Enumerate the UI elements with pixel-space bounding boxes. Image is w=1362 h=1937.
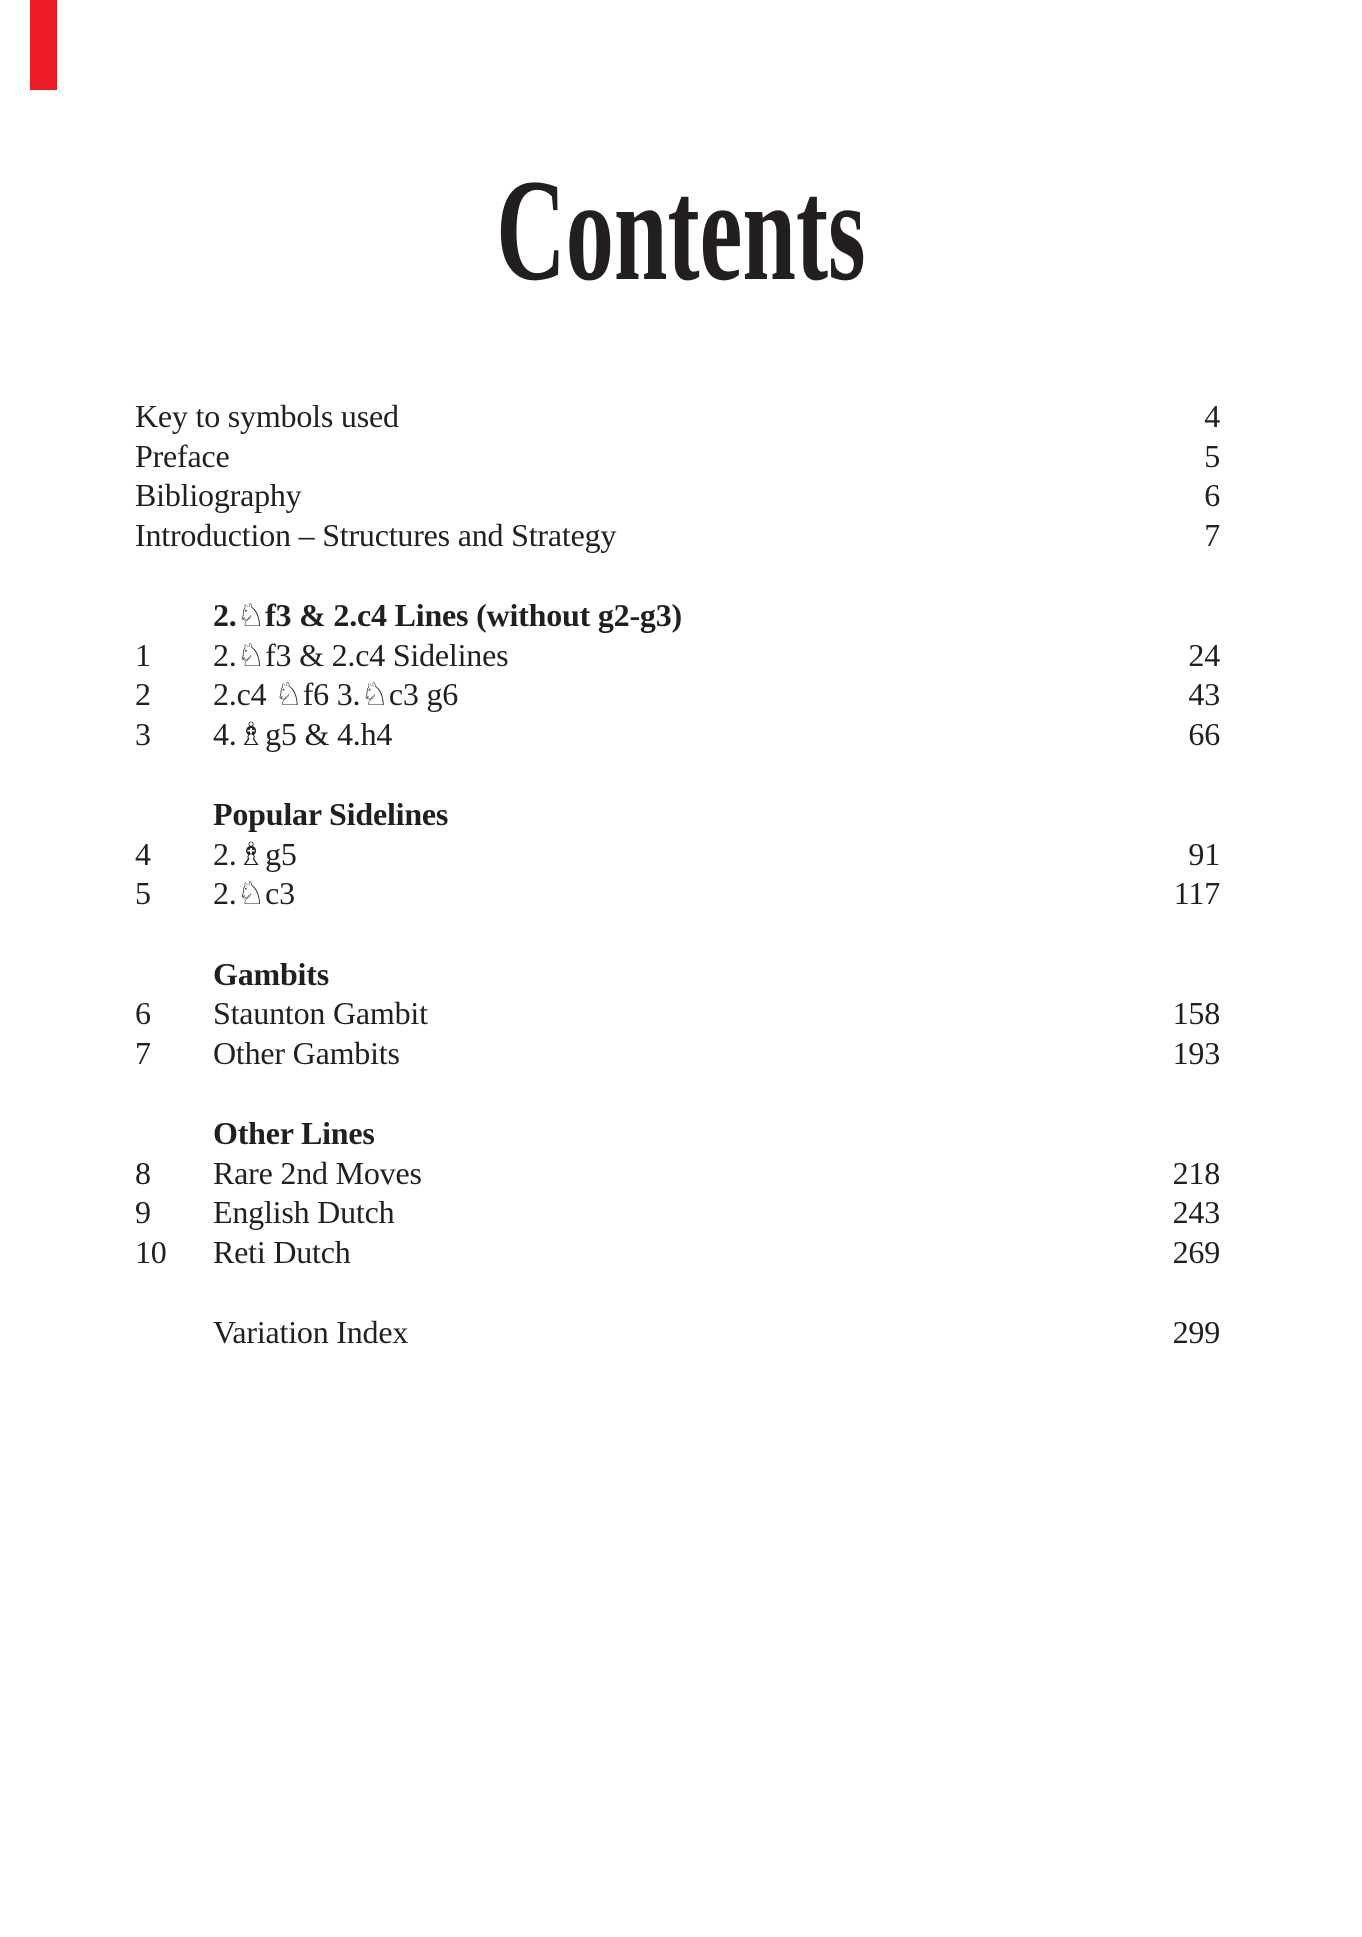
- page-title-text: Contents: [496, 149, 866, 311]
- entry-title: Key to symbols used: [135, 398, 399, 434]
- entry-page-number: 43: [1188, 676, 1220, 712]
- chapter-number: 4: [135, 835, 151, 872]
- entry-page-number: 218: [1172, 1154, 1220, 1191]
- entry-title: Reti Dutch: [213, 1233, 351, 1270]
- chapter-number: 1: [135, 636, 151, 673]
- chapter-number: 9: [135, 1194, 151, 1230]
- entry-title: 2.c4 ♘f6 3.♘c3 g6: [213, 676, 459, 712]
- toc-entry: [135, 397, 1220, 437]
- toc-entry: [135, 1154, 1220, 1194]
- toc-entry: [135, 1193, 1220, 1233]
- section-heading: Popular Sidelines: [213, 796, 449, 832]
- section-heading-row: [135, 596, 1220, 636]
- section-heading: 2.♘f3 & 2.c4 Lines (without g2-g3): [213, 597, 682, 633]
- entry-title: 4.♗g5 & 4.h4: [213, 715, 393, 752]
- toc-entry: [135, 1233, 1220, 1273]
- corner-mark: [30, 0, 57, 90]
- front-matter-list: [135, 397, 1220, 555]
- toc-entry: [135, 715, 1220, 755]
- section-heading: Other Lines: [213, 1115, 375, 1151]
- toc-entry: [135, 437, 1220, 477]
- toc-entry: [135, 874, 1220, 914]
- toc-entry: [135, 675, 1220, 715]
- entry-title: English Dutch: [213, 1194, 395, 1230]
- entry-page-number: 4: [1204, 398, 1220, 434]
- toc-entry: [135, 835, 1220, 875]
- entry-page-number: 66: [1188, 715, 1220, 752]
- toc-entry: [135, 1034, 1220, 1074]
- chapter-number: 2: [135, 676, 151, 712]
- entry-page-number: 243: [1172, 1194, 1220, 1230]
- entry-page-number: 24: [1188, 636, 1220, 673]
- entry-title: Introduction – Structures and Strategy: [135, 516, 617, 553]
- entry-page-number: 6: [1204, 477, 1220, 513]
- chapter-number: 10: [135, 1233, 167, 1270]
- section-heading: Gambits: [213, 955, 329, 992]
- chapter-number: 7: [135, 1034, 151, 1071]
- entry-page-number: 193: [1172, 1034, 1220, 1071]
- entry-page-number: 299: [1172, 1314, 1220, 1350]
- entry-page-number: 269: [1172, 1233, 1220, 1270]
- chapter-number: 5: [135, 875, 151, 911]
- entry-title: 2.♘f3 & 2.c4 Sidelines: [213, 636, 509, 673]
- entry-page-number: 5: [1204, 437, 1220, 474]
- table-of-contents: [135, 397, 1220, 1353]
- entry-title: Preface: [135, 437, 230, 474]
- entry-title: Rare 2nd Moves: [213, 1154, 422, 1191]
- section-heading-row: [135, 1114, 1220, 1154]
- entry-page-number: 158: [1172, 995, 1220, 1031]
- chapter-number: 6: [135, 995, 151, 1031]
- entry-title: Other Gambits: [213, 1034, 400, 1071]
- chapter-number: 3: [135, 715, 151, 752]
- entry-page-number: 91: [1188, 835, 1220, 872]
- sections-list: [135, 596, 1220, 1272]
- toc-entry: [135, 636, 1220, 676]
- chapter-number: 8: [135, 1154, 151, 1191]
- toc-entry: [135, 1313, 1220, 1353]
- back-matter-list: [135, 1313, 1220, 1353]
- entry-title: Bibliography: [135, 477, 302, 513]
- toc-entry: [135, 994, 1220, 1034]
- entry-title: Staunton Gambit: [213, 995, 428, 1031]
- section-heading-row: [135, 795, 1220, 835]
- section-heading-row: [135, 955, 1220, 995]
- entry-title: 2.♗g5: [213, 835, 297, 872]
- toc-entry: [135, 476, 1220, 516]
- toc-entry: [135, 516, 1220, 556]
- entry-title: 2.♘c3: [213, 875, 295, 911]
- entry-page-number: 7: [1204, 516, 1220, 553]
- entry-page-number: 117: [1173, 875, 1220, 911]
- entry-title: Variation Index: [213, 1314, 409, 1350]
- page-title: [0, 149, 1362, 311]
